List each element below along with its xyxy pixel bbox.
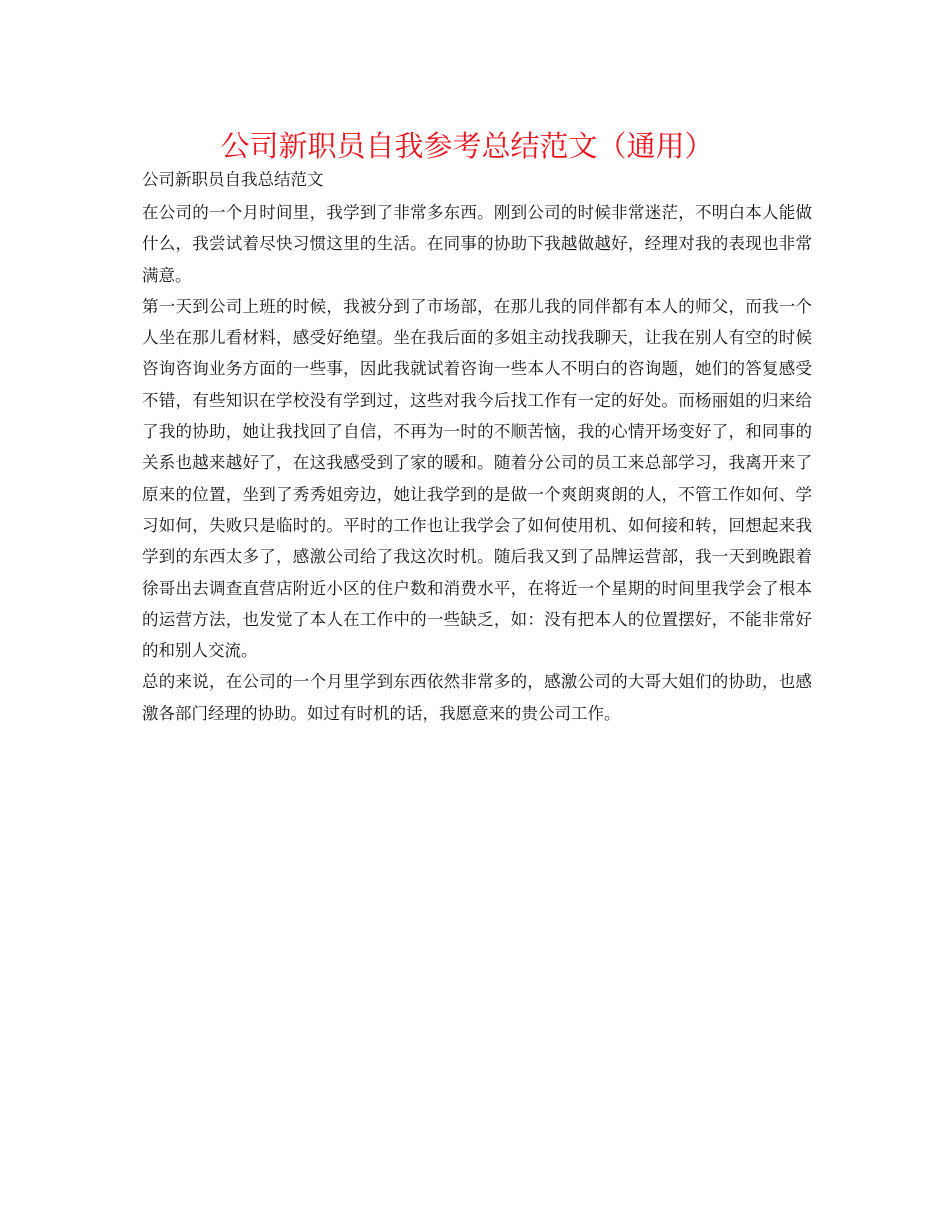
document-body [142,197,812,729]
body-paragraph: 在公司的一个月时间里，我学到了非常多东西。刚到公司的时候非常迷茫，不明白本人能做什么，我尝试着尽快习惯这里的生活。在同事的协助下我越做越好，经理对我的表现也非常满意。 [142,203,812,285]
body-paragraph: 总的来说，在公司的一个月里学到东西依然非常多的，感激公司的大哥大姐们的协助，也感激各部门经理的协助。如过有时机的话，我愿意来的贵公司工作。 [142,672,812,723]
document-subtitle: 公司新职员自我总结范文 [142,170,324,189]
body-paragraph: 第一天到公司上班的时候，我被分到了市场部，在那儿我的同伴都有本人的师父，而我一个人坐在那儿看材料，感受好绝望。坐在我后面的多姐主动找我聊天，让我在别人有空的时候咨询咨询业务方面的一些事，因此我就试着咨询一些本人不明白的咨询题，她们的答复感受不错，有些知识在学校没有学到过，这些对我今后找工作有一定的好处。而杨丽姐的归来给了我的协助，她让我找回了自信，不再为一时的不顺苦恼，我的心情开场变好了，和同事的关系也越来越好了，在这我感受到了家的暖和。随着分公司的员工来总部学习，我离开来了原来的位置，坐到了秀秀姐旁边，她让我学到的是做一个爽朗爽朗的人，不管工作如何、学习如何，失败只是临时的。平时的工作也让我学会了如何使用机、如何接和转，回想起来我学到的东西太多了，感激公司给了我这次时机。随后我又到了品牌运营部，我一天到晚跟着徐哥出去调查直营店附近小区的住户数和消费水平，在将近一个星期的时间里我学会了根本的运营方法，也发觉了本人在工作中的一些缺乏，如：没有把本人的位置摆好，不能非常好的和别人交流。 [142,296,812,661]
document-title: 公司新职员自我参考总结范文（通用） [220,129,714,163]
